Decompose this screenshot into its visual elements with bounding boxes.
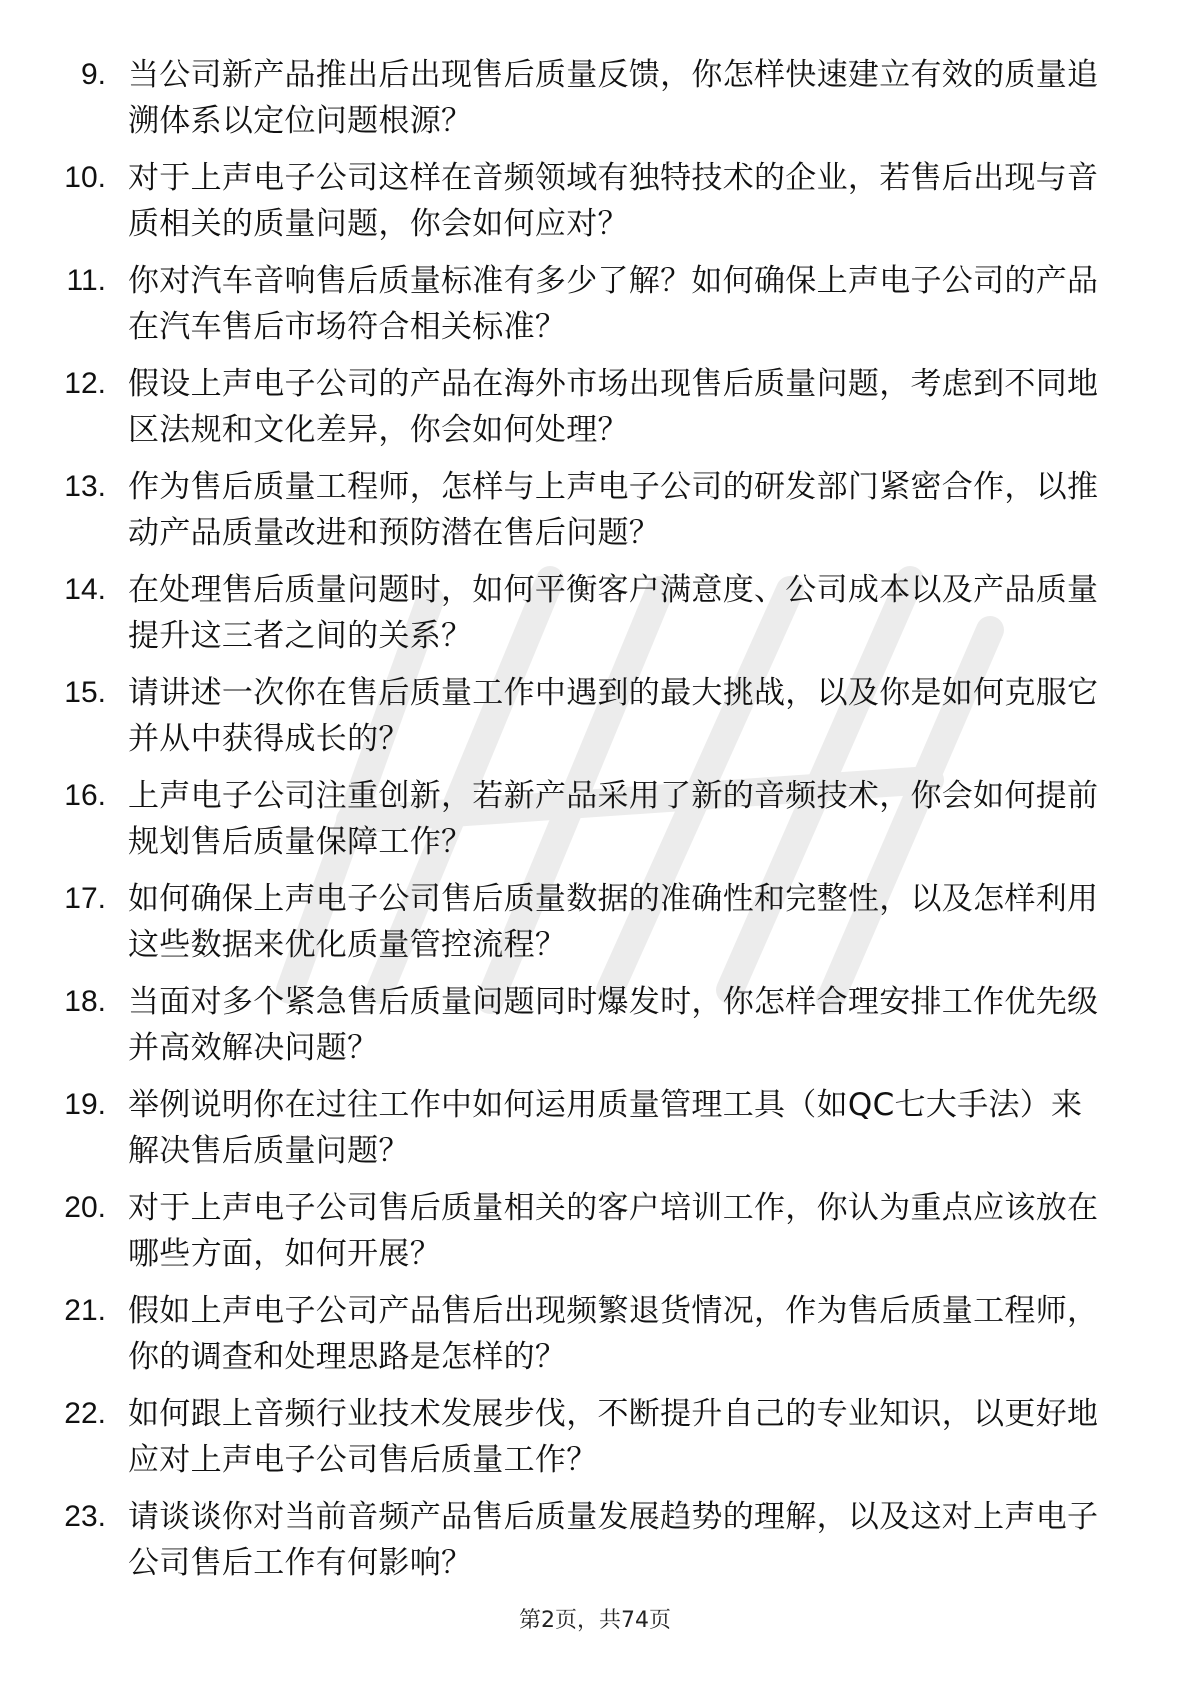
question-number: 15. [64,676,106,709]
question-text: 对于上声电子公司售后质量相关的客户培训工作，你认为重点应该放在哪些方面，如何开展？ [128,1190,1099,1272]
question-number: 17. [64,882,106,915]
question-item [0,258,1190,361]
question-text: 在处理售后质量问题时，如何平衡客户满意度、公司成本以及产品质量提升这三者之间的关系？ [128,572,1099,654]
question-number: 20. [64,1191,106,1224]
question-text: 当公司新产品推出后出现售后质量反馈，你怎样快速建立有效的质量追溯体系以定位问题根源？ [128,57,1099,139]
question-number: 22. [64,1397,106,1430]
question-number: 14. [64,573,106,606]
question-item [0,1494,1190,1597]
question-text: 上声电子公司注重创新，若新产品采用了新的音频技术，你会如何提前规划售后质量保障工作？ [128,778,1099,860]
question-item [0,1391,1190,1494]
question-text: 当面对多个紧急售后质量问题同时爆发时，你怎样合理安排工作优先级并高效解决问题？ [128,984,1099,1066]
question-item [0,773,1190,876]
question-item [0,1185,1190,1288]
question-item [0,361,1190,464]
question-text: 假如上声电子公司产品售后出现频繁退货情况，作为售后质量工程师，你的调查和处理思路是怎样的？ [128,1293,1099,1375]
question-text: 请谈谈你对当前音频产品售后质量发展趋势的理解，以及这对上声电子公司售后工作有何影响？ [128,1499,1099,1581]
question-list [0,52,1190,1597]
question-number: 23. [64,1500,106,1533]
question-text: 对于上声电子公司这样在音频领域有独特技术的企业，若售后出现与音质相关的质量问题，你会如何应对？ [128,160,1099,242]
question-text: 请讲述一次你在售后质量工作中遇到的最大挑战，以及你是如何克服它并从中获得成长的？ [128,675,1099,757]
question-text: 如何跟上音频行业技术发展步伐，不断提升自己的专业知识，以更好地应对上声电子公司售后质量工作？ [128,1396,1099,1478]
page-number: 第2页，共74页 [519,1608,671,1633]
question-number: 11. [66,264,106,297]
question-number: 18. [64,985,106,1018]
question-number: 16. [64,779,106,812]
question-item [0,52,1190,155]
question-item [0,876,1190,979]
question-item [0,464,1190,567]
question-number: 9. [80,58,106,91]
question-text: 举例说明你在过往工作中如何运用质量管理工具（如QC七大手法）来解决售后质量问题？ [128,1087,1083,1169]
question-number: 10. [64,161,106,194]
question-item [0,1082,1190,1185]
question-number: 13. [64,470,106,503]
question-text: 如何确保上声电子公司售后质量数据的准确性和完整性，以及怎样利用这些数据来优化质量管控流程？ [128,881,1099,963]
question-number: 21. [64,1294,106,1327]
question-item [0,979,1190,1082]
question-text: 作为售后质量工程师，怎样与上声电子公司的研发部门紧密合作，以推动产品质量改进和预防潜在售后问题？ [128,469,1099,551]
question-item [0,567,1190,670]
question-item [0,155,1190,258]
question-item [0,1288,1190,1391]
question-text: 假设上声电子公司的产品在海外市场出现售后质量问题，考虑到不同地区法规和文化差异，你会如何处理？ [128,366,1099,448]
question-number: 19. [64,1088,106,1121]
question-text: 你对汽车音响售后质量标准有多少了解？如何确保上声电子公司的产品在汽车售后市场符合相关标准？ [128,263,1099,345]
question-item [0,670,1190,773]
question-number: 12. [64,367,106,400]
